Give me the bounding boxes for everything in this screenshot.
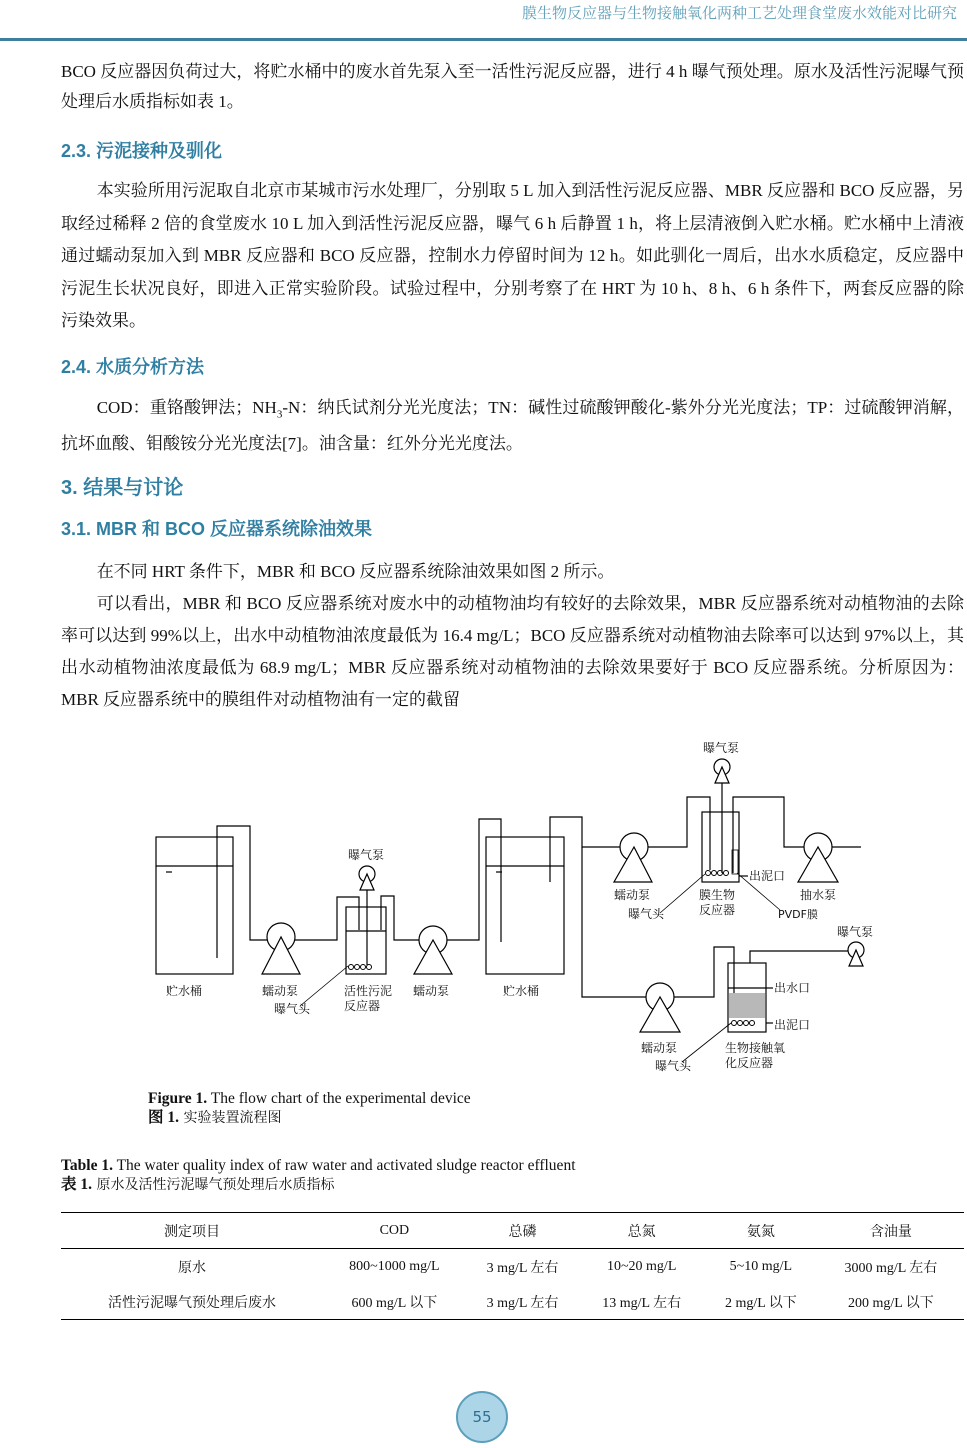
label-aeration-pump-1: 曝气泵 [348,848,385,862]
cell: 13 mg/L 左右 [579,1284,704,1320]
subscript: 3 [276,408,283,421]
label-peristaltic-pump-2: 蠕动泵 [413,984,450,998]
label-storage-tank-2: 贮水桶 [503,984,540,998]
column-header: COD [323,1213,465,1249]
cell: 800~1000 mg/L [349,1258,440,1274]
label-aerator-head-3: 曝气头 [655,1059,692,1073]
caption-label-cn: 图 1. [148,1109,180,1126]
label-reactor: 反应器 [344,999,381,1013]
text: -N：纳氏试剂分光光度法；TN：碱性过硫酸钾酸化-紫外分光光度法；TP：过硫酸钾消解，抗坏血酸、钼酸铵分光光度法[7]。油含量：红外分光光度法。 [61,398,964,454]
label-sludge-outlet-1: 出泥口 [749,869,786,883]
label-storage-tank-1: 贮水桶 [166,984,203,998]
cell: 2 mg/L 以下 [704,1284,818,1320]
table-header-row [61,1213,964,1249]
label-mbr: 膜生物 [699,888,736,902]
running-title: 膜生物反应器与生物接触氧化两种工艺处理食堂废水效能对比研究 [521,6,957,22]
label-aeration-pump-2: 曝气泵 [703,741,740,755]
paragraph: 在不同 HRT 条件下，MBR 和 BCO 反应器系统除油效果如图 2 所示。 [96,562,615,581]
paragraph: BCO 反应器因负荷过大，将贮水桶中的废水首先泵入至一活性污泥反应器，进行 4 h 曝气预处理。原水及活性污泥曝气预处理后水质指标如表 1。 [61,62,964,111]
cell: 3000 mg/L 左右 [844,1260,938,1276]
paragraph: 本实验所用污泥取自北京市某城市污水处理厂，分别取 5 L 加入到活性污泥反应器、MBR 反应器和 BCO 反应器，另取经过稀释 2 倍的食堂废水 10 L 加入到活性污泥反应器，曝气 6 h 后静置 1 h，将上层清液倒入贮水桶。贮水桶中上清液通过蠕动泵加入到 MBR 反应器和 BCO 反应器，控制水力停留时间为 12 h。如此驯化一周后，出水水质稳定，反应器中污泥生长状况良好，即进入正常实验阶段。试验过程中，分别考察了在 HRT 为 10 h、8 h、6 h 条件下，两套反应器的除污染效果。 [61,181,964,330]
cell: 原水 [178,1260,207,1276]
label-suction-pump: 抽水泵 [800,888,837,902]
table-caption [61,1156,576,1195]
label-sludge-outlet-2: 出泥口 [774,1018,811,1032]
figure-caption [148,1089,471,1128]
caption-text-cn: 实验装置流程图 [179,1110,282,1126]
section-heading-3-1: 3.1. MBR 和 BCO 反应器系统除油效果 [61,519,373,539]
label-activated-sludge: 活性污泥 [344,984,393,998]
label-peristaltic-pump-4: 蠕动泵 [641,1041,678,1055]
label-bio-contact-reactor: 化反应器 [725,1056,774,1070]
label-mbr-reactor: 反应器 [699,903,736,917]
column-header: 总氮 [579,1213,704,1249]
water-quality-table [61,1212,964,1320]
text: COD：重铬酸钾法；NH [96,398,277,417]
caption-label: Table 1. [61,1157,113,1174]
paragraph: 可以看出，MBR 和 BCO 反应器系统对废水中的动植物油均有较好的去除效果，MBR 反应器系统对动植物油的去除率可以达到 99%以上，出水中动植物油浓度最低为 16.4 mg/L；BCO 反应器系统对动植物油去除率可以达到 97%以上，其出水动植物油浓度最低为 68.9 mg/L；MBR 反应器系统对动植物油的去除效果要好于 BCO 反应器系统。分析原因为：MBR 反应器系统中的膜组件对动植物油有一定的截留 [61,594,964,709]
cell: 600 mg/L 以下 [323,1284,465,1320]
table-row [61,1249,964,1285]
column-header: 氨氮 [704,1213,818,1249]
column-header: 总磷 [466,1213,580,1249]
section-heading-2-4: 2.4. 水质分析方法 [61,357,205,377]
cell: 200 mg/L 以下 [818,1284,964,1320]
table-row [61,1284,964,1320]
label-peristaltic-pump-3: 蠕动泵 [614,888,651,902]
label-aerator-head-2: 曝气头 [628,907,665,921]
label-pvdf-membrane: PVDF膜 [778,908,818,921]
label-aeration-pump-3: 曝气泵 [837,925,874,939]
cell: 3 mg/L 左右 [466,1284,580,1320]
caption-label: Figure 1. [148,1090,208,1107]
caption-text-cn: 原水及活性污泥曝气预处理后水质指标 [92,1177,335,1193]
cell: 活性污泥曝气预处理后废水 [61,1284,323,1320]
column-header: 含油量 [818,1213,964,1249]
caption-text: The water quality index of raw water and activated sludge reactor effluent [112,1157,576,1174]
cell: 10~20 mg/L [606,1258,677,1274]
section-heading-3: 3. 结果与讨论 [61,477,184,499]
column-header: 测定项目 [61,1213,323,1249]
caption-label-cn: 表 1. [61,1176,93,1193]
section-heading-2-3: 2.3. 污泥接种及驯化 [61,141,223,161]
label-water-outlet: 出水口 [774,981,811,995]
label-bio-contact: 生物接触氧 [725,1041,786,1055]
page-number: 55 [456,1391,508,1443]
cell: 5~10 mg/L [729,1258,793,1274]
label-peristaltic-pump-1: 蠕动泵 [262,984,299,998]
label-aerator-head-1: 曝气头 [274,1002,311,1016]
caption-text: The flow chart of the experimental device [207,1090,471,1107]
cell: 3 mg/L 左右 [486,1260,559,1276]
